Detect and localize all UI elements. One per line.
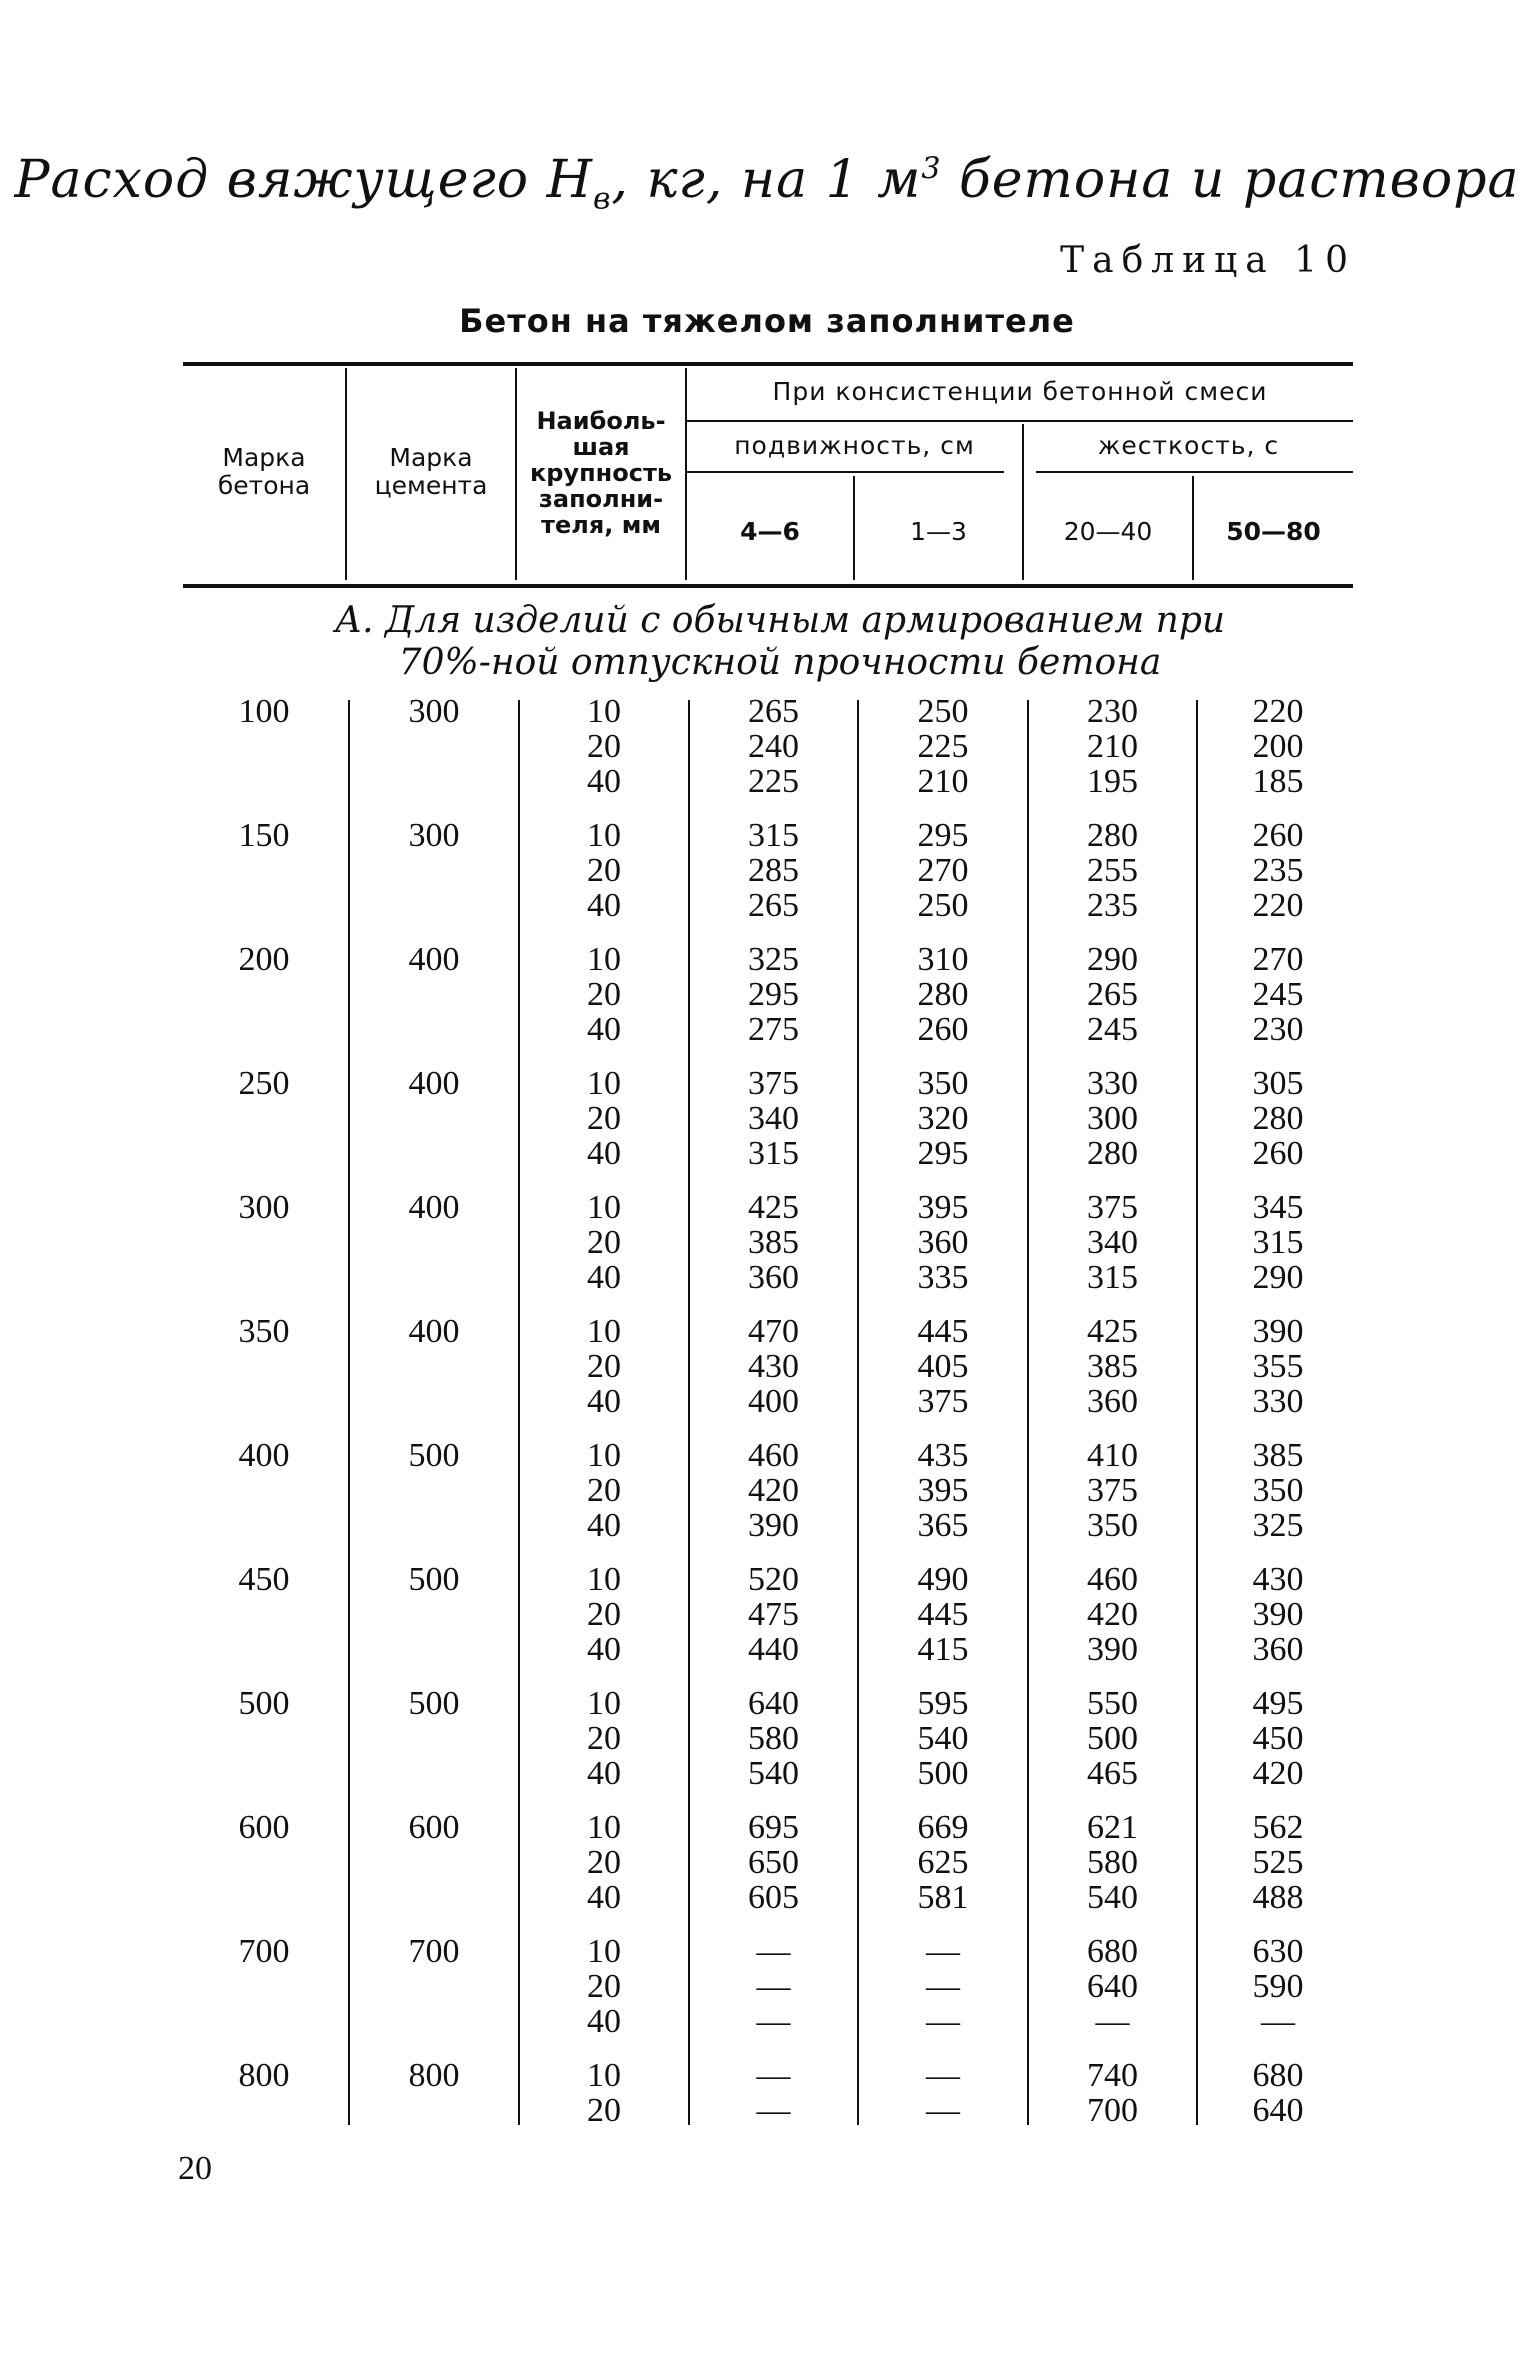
- header-consistency-group: При консистенции бетонной смеси: [772, 377, 1268, 406]
- cell-concrete: 450: [238, 1561, 290, 1598]
- cell-value: 695: [748, 1809, 799, 1846]
- cell-value: 280: [1087, 1135, 1138, 1172]
- cell-c3: [1029, 818, 1196, 923]
- cell-value: —: [926, 2092, 960, 2129]
- cell-value: 185: [1252, 763, 1304, 800]
- cell-c4: [1198, 818, 1358, 923]
- cell-value: 630: [1252, 1933, 1304, 1970]
- cell-c3: [1029, 1438, 1196, 1543]
- cell-value: —: [1095, 2003, 1130, 2040]
- cell-value: 10: [587, 1809, 621, 1846]
- cell-value: 40: [587, 1507, 621, 1544]
- cell-sizes: [520, 1066, 688, 1171]
- cell-value: 260: [917, 1011, 969, 1048]
- cell-value: 375: [917, 1383, 969, 1420]
- cell-value: —: [926, 1968, 960, 2005]
- cell-value: 235: [1252, 852, 1304, 889]
- cell-value: 315: [748, 817, 799, 854]
- cell-value: 325: [1252, 1507, 1304, 1544]
- cell-value: 525: [1252, 1844, 1304, 1881]
- cell-value: 400: [748, 1383, 799, 1420]
- cell-c3: [1029, 1562, 1196, 1667]
- cell-value: 350: [917, 1065, 969, 1102]
- cell-value: 340: [748, 1100, 799, 1137]
- cell-value: 625: [917, 1844, 969, 1881]
- cell-concrete: 800: [238, 2057, 290, 2094]
- cell-value: 10: [587, 1685, 621, 1722]
- cell-value: —: [926, 2057, 960, 2094]
- cell-cement: 800: [408, 2057, 460, 2094]
- cell-value: 310: [917, 941, 969, 978]
- cell-c1: [690, 1934, 857, 2039]
- cell-value: 580: [1087, 1844, 1138, 1881]
- table-number: Таблица 10: [1060, 240, 1356, 281]
- cell-value: 20: [587, 2092, 621, 2129]
- cell-value: 390: [1252, 1313, 1304, 1350]
- cell-value: 20: [587, 1596, 621, 1633]
- cell-value: 465: [1087, 1755, 1138, 1792]
- header-aggregate-size: Наиболь- шая крупность заполни- теля, мм: [529, 407, 673, 539]
- page-number: 20: [178, 2150, 212, 2187]
- cell-value: 20: [587, 1100, 621, 1137]
- cell-value: 235: [1087, 887, 1138, 924]
- cell-value: 265: [1087, 976, 1138, 1013]
- cell-value: 460: [1087, 1561, 1138, 1598]
- cell-value: 425: [1087, 1313, 1138, 1350]
- cell-value: 220: [1252, 693, 1304, 730]
- cell-value: 280: [1252, 1100, 1304, 1137]
- cell-sizes: [520, 1190, 688, 1295]
- cell-c1: [690, 1686, 857, 1791]
- cell-cement: 300: [408, 817, 460, 854]
- cell-concrete: 350: [238, 1313, 290, 1350]
- cell-value: 500: [917, 1755, 969, 1792]
- cell-value: 20: [587, 1348, 621, 1385]
- cell-value: 390: [748, 1507, 799, 1544]
- cell-value: 20: [587, 1844, 621, 1881]
- cell-value: 355: [1252, 1348, 1304, 1385]
- cell-c4: [1198, 1066, 1358, 1171]
- cell-c4: [1198, 1438, 1358, 1543]
- table-subtitle: Бетон на тяжелом заполнителе: [459, 302, 1075, 340]
- cell-value: 415: [917, 1631, 969, 1668]
- cell-c2: [859, 1810, 1027, 1915]
- cell-value: 40: [587, 1011, 621, 1048]
- cell-cement: 500: [408, 1437, 460, 1474]
- cell-value: 350: [1252, 1472, 1304, 1509]
- cell-value: —: [1261, 2003, 1295, 2040]
- cell-value: 20: [587, 1472, 621, 1509]
- cell-c4: [1198, 1562, 1358, 1667]
- cell-c4: [1198, 1934, 1358, 2039]
- group-rule: [686, 420, 1353, 422]
- cell-value: 450: [1252, 1720, 1304, 1757]
- cell-c2: [859, 1686, 1027, 1791]
- cell-value: 445: [917, 1596, 969, 1633]
- cell-c3: [1029, 1314, 1196, 1419]
- header-sub-4: 50—80: [1226, 517, 1321, 546]
- cell-value: 195: [1087, 763, 1138, 800]
- cell-c2: [859, 942, 1027, 1047]
- cell-c1: [690, 1314, 857, 1419]
- cell-value: —: [756, 1933, 791, 1970]
- cell-concrete: 400: [238, 1437, 290, 1474]
- cell-value: 210: [1087, 728, 1138, 765]
- cell-value: 375: [1087, 1189, 1138, 1226]
- cell-c3: [1029, 694, 1196, 799]
- cell-value: 280: [917, 976, 969, 1013]
- cell-value: 325: [748, 941, 799, 978]
- cell-value: 650: [748, 1844, 799, 1881]
- cell-value: 430: [748, 1348, 799, 1385]
- cell-value: 640: [1252, 2092, 1304, 2129]
- section-caption: А. Для изделий с обычным армированием при 70%-ной отпускной прочности бетона: [334, 600, 1226, 683]
- cell-value: 305: [1252, 1065, 1304, 1102]
- cell-sizes: [520, 942, 688, 1047]
- cell-value: 10: [587, 1437, 621, 1474]
- cell-c2: [859, 1562, 1027, 1667]
- cell-concrete: 600: [238, 1809, 290, 1846]
- header-bottom-rule: [183, 584, 1353, 588]
- cell-cement: 300: [408, 693, 460, 730]
- cell-c2: [859, 1438, 1027, 1543]
- cell-value: 430: [1252, 1561, 1304, 1598]
- cell-value: 640: [748, 1685, 799, 1722]
- cell-cement: 500: [408, 1685, 460, 1722]
- cell-value: 621: [1087, 1809, 1138, 1846]
- cell-value: 275: [748, 1011, 799, 1048]
- cell-concrete: 250: [238, 1065, 290, 1102]
- cell-c3: [1029, 1934, 1196, 2039]
- cell-value: 390: [1087, 1631, 1138, 1668]
- cell-c1: [690, 694, 857, 799]
- cell-value: 345: [1252, 1189, 1304, 1226]
- cell-c1: [690, 2058, 857, 2128]
- cell-value: 540: [748, 1755, 799, 1792]
- cell-value: 375: [1087, 1472, 1138, 1509]
- cell-value: 490: [917, 1561, 969, 1598]
- cell-value: 20: [587, 976, 621, 1013]
- cell-value: 260: [1252, 1135, 1304, 1172]
- cell-value: 680: [1087, 1933, 1138, 1970]
- cell-value: 20: [587, 1968, 621, 2005]
- cell-value: 230: [1252, 1011, 1304, 1048]
- cell-sizes: [520, 1562, 688, 1667]
- cell-value: 420: [1087, 1596, 1138, 1633]
- cell-c3: [1029, 942, 1196, 1047]
- cell-sizes: [520, 1314, 688, 1419]
- cell-value: 445: [917, 1313, 969, 1350]
- cell-value: 260: [1252, 817, 1304, 854]
- cell-c3: [1029, 1810, 1196, 1915]
- cell-c4: [1198, 1190, 1358, 1295]
- cell-value: 245: [1252, 976, 1304, 1013]
- cell-c2: [859, 818, 1027, 923]
- cell-value: 425: [748, 1189, 799, 1226]
- cell-cement: 500: [408, 1561, 460, 1598]
- cell-value: 365: [917, 1507, 969, 1544]
- cell-sizes: [520, 2058, 688, 2128]
- cell-value: 385: [1252, 1437, 1304, 1474]
- cell-value: 330: [1087, 1065, 1138, 1102]
- cell-value: 10: [587, 817, 621, 854]
- cell-cement: 700: [408, 1933, 460, 1970]
- cell-value: 295: [917, 817, 969, 854]
- cell-value: 20: [587, 1224, 621, 1261]
- cell-c2: [859, 1190, 1027, 1295]
- cell-c1: [690, 1810, 857, 1915]
- cell-value: 640: [1087, 1968, 1138, 2005]
- cell-value: 420: [748, 1472, 799, 1509]
- cell-value: 420: [1252, 1755, 1304, 1792]
- cell-value: 290: [1087, 941, 1138, 978]
- cell-value: 20: [587, 852, 621, 889]
- cell-value: —: [926, 1933, 960, 1970]
- cell-value: 562: [1252, 1809, 1304, 1846]
- cell-value: 40: [587, 1135, 621, 1172]
- cell-value: 270: [1252, 941, 1304, 978]
- cell-value: 375: [748, 1065, 799, 1102]
- cell-value: 285: [748, 852, 799, 889]
- cell-value: 581: [917, 1879, 969, 1916]
- cell-value: 395: [917, 1472, 969, 1509]
- cell-c4: [1198, 1810, 1358, 1915]
- cell-value: 40: [587, 1383, 621, 1420]
- cell-value: 10: [587, 941, 621, 978]
- cell-c1: [690, 1066, 857, 1171]
- cell-value: 475: [748, 1596, 799, 1633]
- cell-value: 210: [917, 763, 969, 800]
- cell-value: 40: [587, 763, 621, 800]
- cell-c3: [1029, 2058, 1196, 2128]
- cell-cement: 600: [408, 1809, 460, 1846]
- cell-value: 340: [1087, 1224, 1138, 1261]
- cell-c1: [690, 1562, 857, 1667]
- cell-value: 220: [1252, 887, 1304, 924]
- cell-value: 40: [587, 1879, 621, 1916]
- cell-value: 250: [917, 887, 969, 924]
- cell-c1: [690, 1190, 857, 1295]
- cell-sizes: [520, 1934, 688, 2039]
- cell-value: 390: [1252, 1596, 1304, 1633]
- cell-value: 360: [1087, 1383, 1138, 1420]
- cell-value: 40: [587, 1755, 621, 1792]
- cell-value: 595: [917, 1685, 969, 1722]
- cell-value: 245: [1087, 1011, 1138, 1048]
- cell-value: 500: [1087, 1720, 1138, 1757]
- cell-value: 10: [587, 1189, 621, 1226]
- header-top-rule: [183, 362, 1353, 366]
- cell-value: 550: [1087, 1685, 1138, 1722]
- cell-value: 290: [1252, 1259, 1304, 1296]
- cell-value: 669: [917, 1809, 969, 1846]
- cell-value: —: [756, 2092, 791, 2129]
- cell-value: 10: [587, 1561, 621, 1598]
- cell-value: 350: [1087, 1507, 1138, 1544]
- cell-sizes: [520, 694, 688, 799]
- header-mobility: подвижность, см: [734, 431, 975, 460]
- cell-c4: [1198, 1314, 1358, 1419]
- subgroup-rule-right: [1036, 471, 1353, 473]
- cell-concrete: 700: [238, 1933, 290, 1970]
- page-title: Расход вяжущего $Н_в$, кг, на 1 $м^3$ бетона и раствора: [14, 150, 1520, 217]
- cell-value: 435: [917, 1437, 969, 1474]
- header-cement-grade: Марка цемента: [374, 443, 488, 500]
- cell-cement: 400: [408, 1313, 460, 1350]
- cell-c2: [859, 1934, 1027, 2039]
- cell-value: 540: [1087, 1879, 1138, 1916]
- cell-c3: [1029, 1190, 1196, 1295]
- cell-value: 470: [748, 1313, 799, 1350]
- cell-c4: [1198, 942, 1358, 1047]
- header-sub-2: 1—3: [910, 517, 967, 546]
- cell-value: —: [756, 1968, 791, 2005]
- cell-value: 280: [1087, 817, 1138, 854]
- cell-value: 255: [1087, 852, 1138, 889]
- cell-value: 360: [917, 1224, 969, 1261]
- cell-value: 40: [587, 2003, 621, 2040]
- cell-c3: [1029, 1066, 1196, 1171]
- cell-sizes: [520, 818, 688, 923]
- cell-value: 330: [1252, 1383, 1304, 1420]
- cell-value: 700: [1087, 2092, 1138, 2129]
- cell-value: 605: [748, 1879, 799, 1916]
- cell-value: 295: [917, 1135, 969, 1172]
- cell-value: 385: [748, 1224, 799, 1261]
- body-vline-1: [348, 700, 350, 2125]
- cell-value: 680: [1252, 2057, 1304, 2094]
- cell-value: 440: [748, 1631, 799, 1668]
- header-sub-1: 4—6: [740, 517, 800, 546]
- cell-value: 250: [917, 693, 969, 730]
- cell-c4: [1198, 1686, 1358, 1791]
- cell-value: 265: [748, 693, 799, 730]
- cell-value: 10: [587, 2057, 621, 2094]
- cell-value: —: [926, 2003, 960, 2040]
- cell-c2: [859, 2058, 1027, 2128]
- cell-value: 225: [748, 763, 799, 800]
- cell-value: 320: [917, 1100, 969, 1137]
- cell-concrete: 500: [238, 1685, 290, 1722]
- cell-value: 20: [587, 1720, 621, 1757]
- cell-sizes: [520, 1438, 688, 1543]
- subgroup-rule-left: [686, 471, 1004, 473]
- cell-cement: 400: [408, 941, 460, 978]
- header-concrete-grade: Марка бетона: [217, 443, 311, 500]
- cell-value: 10: [587, 693, 621, 730]
- header-stiffness: жесткость, с: [1097, 431, 1280, 460]
- cell-value: 40: [587, 887, 621, 924]
- cell-value: 225: [917, 728, 969, 765]
- cell-value: 230: [1087, 693, 1138, 730]
- cell-c4: [1198, 694, 1358, 799]
- cell-cement: 400: [408, 1189, 460, 1226]
- cell-cement: 400: [408, 1065, 460, 1102]
- cell-sizes: [520, 1810, 688, 1915]
- cell-value: 520: [748, 1561, 799, 1598]
- cell-concrete: 200: [238, 941, 290, 978]
- cell-value: 200: [1252, 728, 1304, 765]
- cell-c2: [859, 1314, 1027, 1419]
- cell-value: 315: [1087, 1259, 1138, 1296]
- header-sub-3: 20—40: [1063, 517, 1153, 546]
- cell-value: 40: [587, 1631, 621, 1668]
- cell-sizes: [520, 1686, 688, 1791]
- cell-value: 335: [917, 1259, 969, 1296]
- cell-value: 10: [587, 1933, 621, 1970]
- cell-c1: [690, 942, 857, 1047]
- cell-value: 488: [1252, 1879, 1304, 1916]
- cell-c3: [1029, 1686, 1196, 1791]
- cell-c1: [690, 818, 857, 923]
- cell-value: 410: [1087, 1437, 1138, 1474]
- cell-value: 10: [587, 1065, 621, 1102]
- cell-value: 740: [1087, 2057, 1138, 2094]
- cell-value: 360: [1252, 1631, 1304, 1668]
- cell-value: 580: [748, 1720, 799, 1757]
- cell-value: 40: [587, 1259, 621, 1296]
- cell-concrete: 300: [238, 1189, 290, 1226]
- cell-value: 405: [917, 1348, 969, 1385]
- cell-value: 20: [587, 728, 621, 765]
- cell-value: 360: [748, 1259, 799, 1296]
- cell-concrete: 100: [238, 693, 290, 730]
- cell-c1: [690, 1438, 857, 1543]
- cell-value: 10: [587, 1313, 621, 1350]
- cell-value: 295: [748, 976, 799, 1013]
- cell-value: 270: [917, 852, 969, 889]
- cell-value: 265: [748, 887, 799, 924]
- cell-value: 495: [1252, 1685, 1304, 1722]
- cell-c2: [859, 1066, 1027, 1171]
- cell-c2: [859, 694, 1027, 799]
- cell-value: 395: [917, 1189, 969, 1226]
- cell-value: —: [756, 2057, 791, 2094]
- cell-value: 300: [1087, 1100, 1138, 1137]
- cell-c4: [1198, 2058, 1358, 2128]
- cell-concrete: 150: [238, 817, 290, 854]
- cell-value: —: [756, 2003, 791, 2040]
- cell-value: 385: [1087, 1348, 1138, 1385]
- cell-value: 315: [1252, 1224, 1304, 1261]
- cell-value: 240: [748, 728, 799, 765]
- cell-value: 540: [917, 1720, 969, 1757]
- cell-value: 315: [748, 1135, 799, 1172]
- cell-value: 590: [1252, 1968, 1304, 2005]
- cell-value: 460: [748, 1437, 799, 1474]
